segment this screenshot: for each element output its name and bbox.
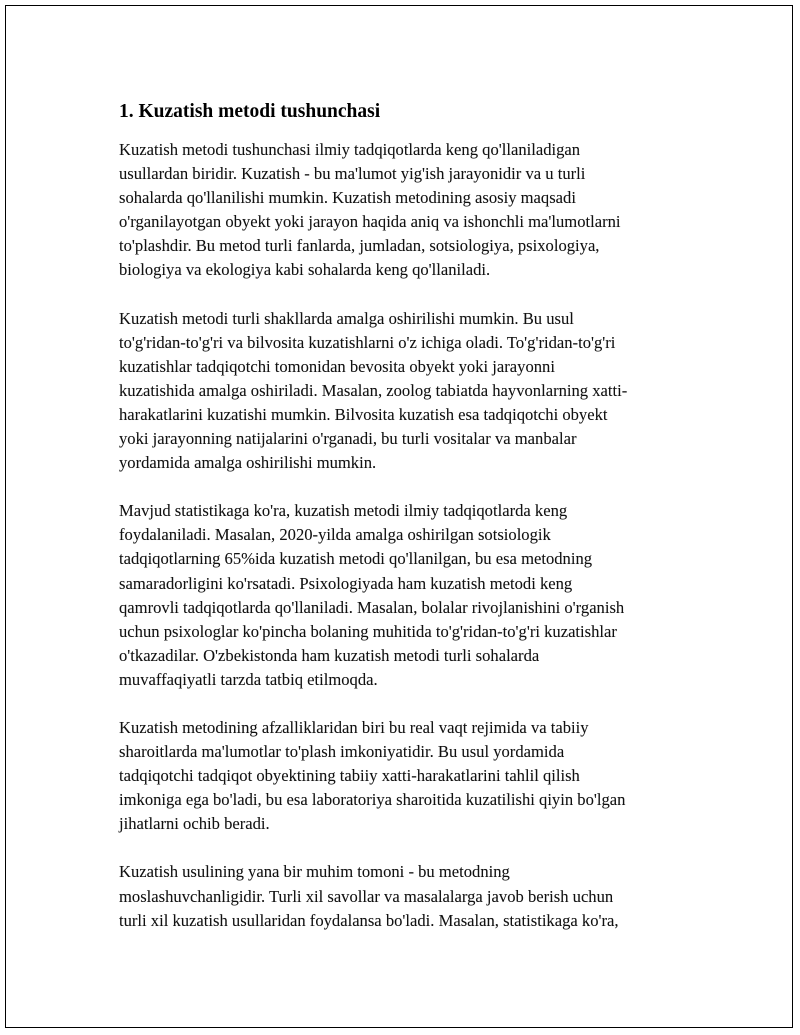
paragraph-line: yordamida amalga oshirilishi mumkin.	[119, 453, 377, 473]
paragraph-line: o'tkazadilar. O'zbekistonda ham kuzatish metodi turli sohalarda	[119, 645, 540, 665]
paragraph-line: uchun psixologlar ko'pincha bolaning muhitida to'g'ridan-to'g'ri kuzatishlar	[119, 621, 617, 641]
body-paragraph	[119, 860, 689, 932]
body-paragraph	[119, 138, 689, 283]
body-paragraph	[119, 307, 689, 476]
paragraph-line: kuzatishida amalga oshiriladi. Masalan, zoolog tabiatda hayvonlarning xatti-	[119, 380, 628, 400]
paragraph-line: tadqiqotlarning 65%ida kuzatish metodi qo'llanilgan, bu esa metodning	[119, 549, 593, 569]
body-paragraph	[119, 716, 689, 836]
paragraph-line: turli xil kuzatish usullaridan foydalansa bo'ladi. Masalan, statistikaga ko'ra,	[119, 910, 619, 930]
paragraph-line: Kuzatish metodi turli shakllarda amalga oshirilishi mumkin. Bu usul	[119, 308, 574, 328]
paragraph-line: Kuzatish metodining afzalliklaridan biri bu real vaqt rejimida va tabiiy	[119, 717, 589, 737]
paragraph-line: foydalaniladi. Masalan, 2020-yilda amalga oshirilgan sotsiologik	[119, 525, 551, 545]
paragraph-line: o'rganilayotgan obyekt yoki jarayon haqida aniq va ishonchli ma'lumotlarni	[119, 212, 621, 232]
paragraph-line: qamrovli tadqiqotlarda qo'llaniladi. Masalan, bolalar rivojlanishini o'rganish	[119, 597, 625, 617]
paragraph-line: kuzatishlar tadqiqotchi tomonidan bevosita obyekt yoki jarayonni	[119, 356, 555, 376]
paragraph-line: yoki jarayonning natijalarini o'rganadi, bu turli vositalar va manbalar	[119, 429, 577, 449]
paragraph-line: imkoniga ega bo'ladi, bu esa laboratoriya sharoitida kuzatilishi qiyin bo'lgan	[119, 790, 626, 810]
paragraph-line: harakatlarini kuzatishi mumkin. Bilvosita kuzatish esa tadqiqotchi obyekt	[119, 404, 608, 424]
paragraph-line: Kuzatish metodi tushunchasi ilmiy tadqiqotlarda keng qo'llaniladigan	[119, 140, 581, 159]
paragraph-list	[119, 138, 689, 933]
paragraph-line: moslashuvchanligidir. Turli xil savollar va masalalarga javob berish uchun	[119, 886, 614, 906]
document-body	[119, 99, 689, 957]
paragraph-line: usullardan biridir. Kuzatish - bu ma'lumot yig'ish jarayonidir va u turli	[119, 164, 586, 184]
paragraph-line: muvaffaqiyatli tarzda tatbiq etilmoqda.	[119, 669, 378, 689]
body-paragraph	[119, 499, 689, 692]
document-page	[5, 5, 793, 1028]
paragraph-line: to'plashdir. Bu metod turli fanlarda, jumladan, sotsiologiya, psixologiya,	[119, 236, 600, 256]
paragraph-line: Kuzatish usulining yana bir muhim tomoni - bu metodning	[119, 862, 510, 882]
paragraph-line: to'g'ridan-to'g'ri va bilvosita kuzatishlarni o'z ichiga oladi. To'g'ridan-to'g'ri	[119, 332, 616, 352]
paragraph-line: samaradorligini ko'rsatadi. Psixologiyada ham kuzatish metodi keng	[119, 573, 573, 593]
paragraph-line: tadqiqotchi tadqiqot obyektining tabiiy xatti-harakatlarini tahlil qilish	[119, 766, 580, 786]
section-heading: 1. Kuzatish metodi tushunchasi	[119, 101, 381, 122]
paragraph-line: biologiya va ekologiya kabi sohalarda keng qo'llaniladi.	[119, 260, 491, 280]
paragraph-line: Mavjud statistikaga ko'ra, kuzatish metodi ilmiy tadqiqotlarda keng	[119, 501, 568, 521]
paragraph-line: sharoitlarda ma'lumotlar to'plash imkoniyatidir. Bu usul yordamida	[119, 742, 565, 762]
paragraph-line: jihatlarni ochib beradi.	[119, 814, 270, 834]
paragraph-line: sohalarda qo'llanilishi mumkin. Kuzatish metodining asosiy maqsadi	[119, 188, 576, 208]
